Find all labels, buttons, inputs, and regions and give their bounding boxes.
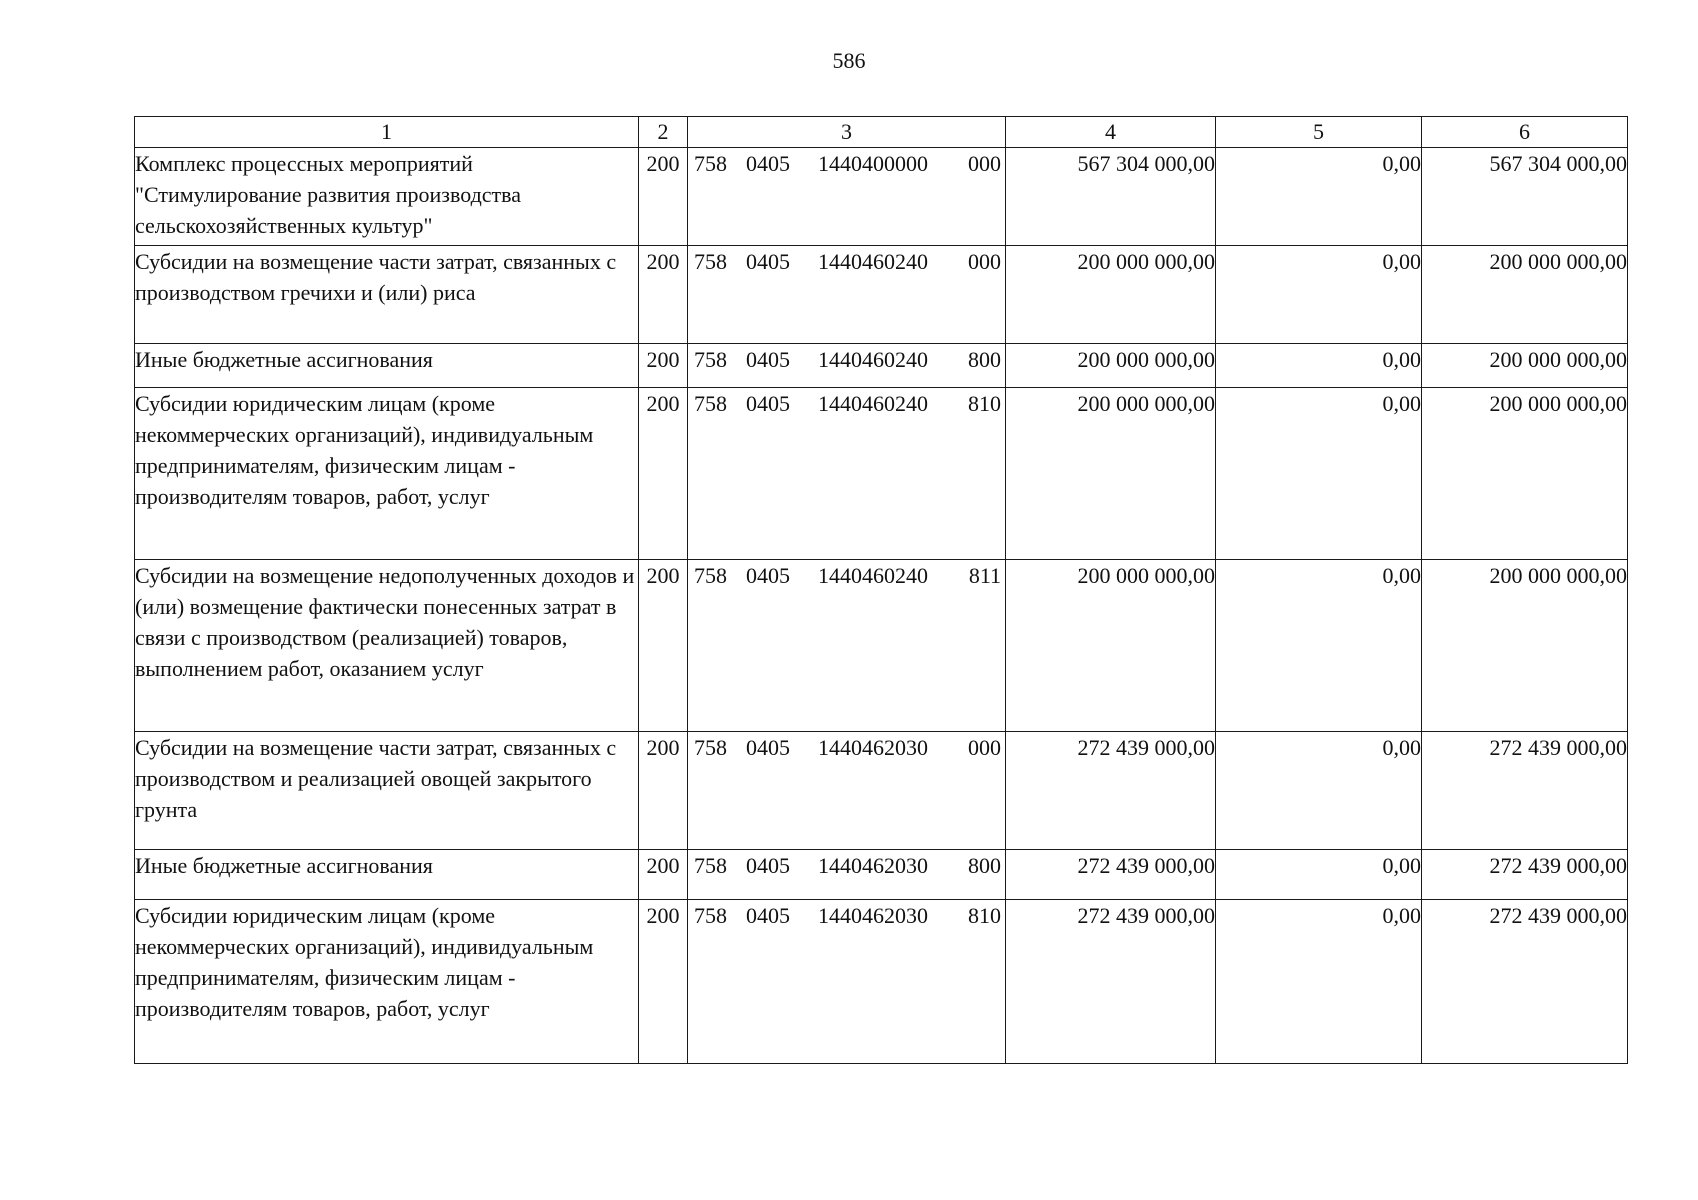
row-name: Иные бюджетные ассигнования xyxy=(135,344,639,388)
code-part-4: 000 xyxy=(968,151,1001,176)
row-value-col5: 0,00 xyxy=(1216,850,1422,900)
code-part-3: 1440460240 xyxy=(818,391,928,416)
row-value-col5: 0,00 xyxy=(1216,560,1422,732)
row-value-col4: 200 000 000,00 xyxy=(1006,246,1216,344)
row-name: Иные бюджетные ассигнования xyxy=(135,850,639,900)
table-row xyxy=(135,388,1628,560)
row-col2: 200 xyxy=(639,344,688,388)
code-part-1: 758 xyxy=(694,347,727,372)
code-part-4: 811 xyxy=(968,563,1001,588)
code-part-1: 758 xyxy=(694,853,727,878)
row-value-col4: 272 439 000,00 xyxy=(1006,900,1216,1064)
code-part-3: 1440400000 xyxy=(818,151,928,176)
code-part-3: 1440462030 xyxy=(818,735,928,760)
row-value-col5: 0,00 xyxy=(1216,344,1422,388)
row-value-col6: 200 000 000,00 xyxy=(1422,388,1628,560)
row-col2: 200 xyxy=(639,900,688,1064)
row-name: Субсидии на возмещение части затрат, связанных с производством гречихи и (или) риса xyxy=(135,246,639,344)
page-number: 586 xyxy=(832,48,866,73)
code-part-1: 758 xyxy=(694,903,727,928)
code-part-1: 758 xyxy=(694,735,727,760)
code-part-2: 0405 xyxy=(746,563,790,588)
row-code xyxy=(688,560,1006,732)
budget-table xyxy=(134,116,1628,1064)
header-cell: 2 xyxy=(639,117,688,148)
row-code xyxy=(688,148,1006,246)
row-col2: 200 xyxy=(639,732,688,850)
code-part-2: 0405 xyxy=(746,391,790,416)
code-part-2: 0405 xyxy=(746,347,790,372)
row-value-col6: 200 000 000,00 xyxy=(1422,344,1628,388)
row-value-col4: 200 000 000,00 xyxy=(1006,344,1216,388)
table-row xyxy=(135,148,1628,246)
row-value-col6: 272 439 000,00 xyxy=(1422,732,1628,850)
code-part-2: 0405 xyxy=(746,249,790,274)
row-name: Субсидии на возмещение части затрат, связанных с производством и реализацией овощей закрытого грунта xyxy=(135,732,639,850)
row-value-col6: 272 439 000,00 xyxy=(1422,850,1628,900)
row-value-col5: 0,00 xyxy=(1216,148,1422,246)
header-cell: 5 xyxy=(1216,117,1422,148)
table-row xyxy=(135,732,1628,850)
row-value-col4: 200 000 000,00 xyxy=(1006,560,1216,732)
row-code xyxy=(688,344,1006,388)
header-cell: 3 xyxy=(688,117,1006,148)
header-cell: 1 xyxy=(135,117,639,148)
row-code xyxy=(688,900,1006,1064)
code-part-1: 758 xyxy=(694,249,727,274)
row-value-col5: 0,00 xyxy=(1216,388,1422,560)
code-part-3: 1440460240 xyxy=(818,347,928,372)
code-part-2: 0405 xyxy=(746,853,790,878)
table-row xyxy=(135,900,1628,1064)
row-name: Субсидии юридическим лицам (кроме некоммерческих организаций), индивидуальным предпринимателям, физическим лицам - производителям товаров, работ, услуг xyxy=(135,388,639,560)
row-name: Комплекс процессных мероприятий "Стимулирование развития производства сельскохозяйственных культур" xyxy=(135,148,639,246)
row-value-col4: 567 304 000,00 xyxy=(1006,148,1216,246)
row-name: Субсидии юридическим лицам (кроме некоммерческих организаций), индивидуальным предпринимателям, физическим лицам - производителям товаров, работ, услуг xyxy=(135,900,639,1064)
row-value-col4: 272 439 000,00 xyxy=(1006,850,1216,900)
code-part-4: 800 xyxy=(968,347,1001,372)
table-row xyxy=(135,246,1628,344)
row-code xyxy=(688,732,1006,850)
code-part-4: 000 xyxy=(968,735,1001,760)
code-part-1: 758 xyxy=(694,391,727,416)
row-value-col6: 567 304 000,00 xyxy=(1422,148,1628,246)
row-col2: 200 xyxy=(639,246,688,344)
code-part-4: 800 xyxy=(968,853,1001,878)
code-part-1: 758 xyxy=(694,151,727,176)
row-value-col5: 0,00 xyxy=(1216,246,1422,344)
row-col2: 200 xyxy=(639,388,688,560)
code-part-3: 1440460240 xyxy=(818,249,928,274)
row-col2: 200 xyxy=(639,560,688,732)
row-col2: 200 xyxy=(639,148,688,246)
row-name: Субсидии на возмещение недополученных доходов и (или) возмещение фактически понесенных затрат в связи с производством (реализацией) товаров, выполнением работ, оказанием услуг xyxy=(135,560,639,732)
code-part-3: 1440460240 xyxy=(818,563,928,588)
code-part-4: 810 xyxy=(968,903,1001,928)
row-code xyxy=(688,246,1006,344)
row-value-col6: 272 439 000,00 xyxy=(1422,900,1628,1064)
code-part-2: 0405 xyxy=(746,903,790,928)
row-value-col4: 272 439 000,00 xyxy=(1006,732,1216,850)
row-value-col6: 200 000 000,00 xyxy=(1422,246,1628,344)
table-row xyxy=(135,850,1628,900)
code-part-2: 0405 xyxy=(746,735,790,760)
header-cell: 4 xyxy=(1006,117,1216,148)
code-part-4: 000 xyxy=(968,249,1001,274)
row-col2: 200 xyxy=(639,850,688,900)
row-value-col5: 0,00 xyxy=(1216,900,1422,1064)
table-row xyxy=(135,560,1628,732)
code-part-4: 810 xyxy=(968,391,1001,416)
code-part-3: 1440462030 xyxy=(818,903,928,928)
code-part-3: 1440462030 xyxy=(818,853,928,878)
row-code xyxy=(688,388,1006,560)
header-row xyxy=(135,117,1628,148)
row-value-col4: 200 000 000,00 xyxy=(1006,388,1216,560)
code-part-1: 758 xyxy=(694,563,727,588)
row-value-col6: 200 000 000,00 xyxy=(1422,560,1628,732)
row-code xyxy=(688,850,1006,900)
row-value-col5: 0,00 xyxy=(1216,732,1422,850)
table-row xyxy=(135,344,1628,388)
code-part-2: 0405 xyxy=(746,151,790,176)
header-cell: 6 xyxy=(1422,117,1628,148)
